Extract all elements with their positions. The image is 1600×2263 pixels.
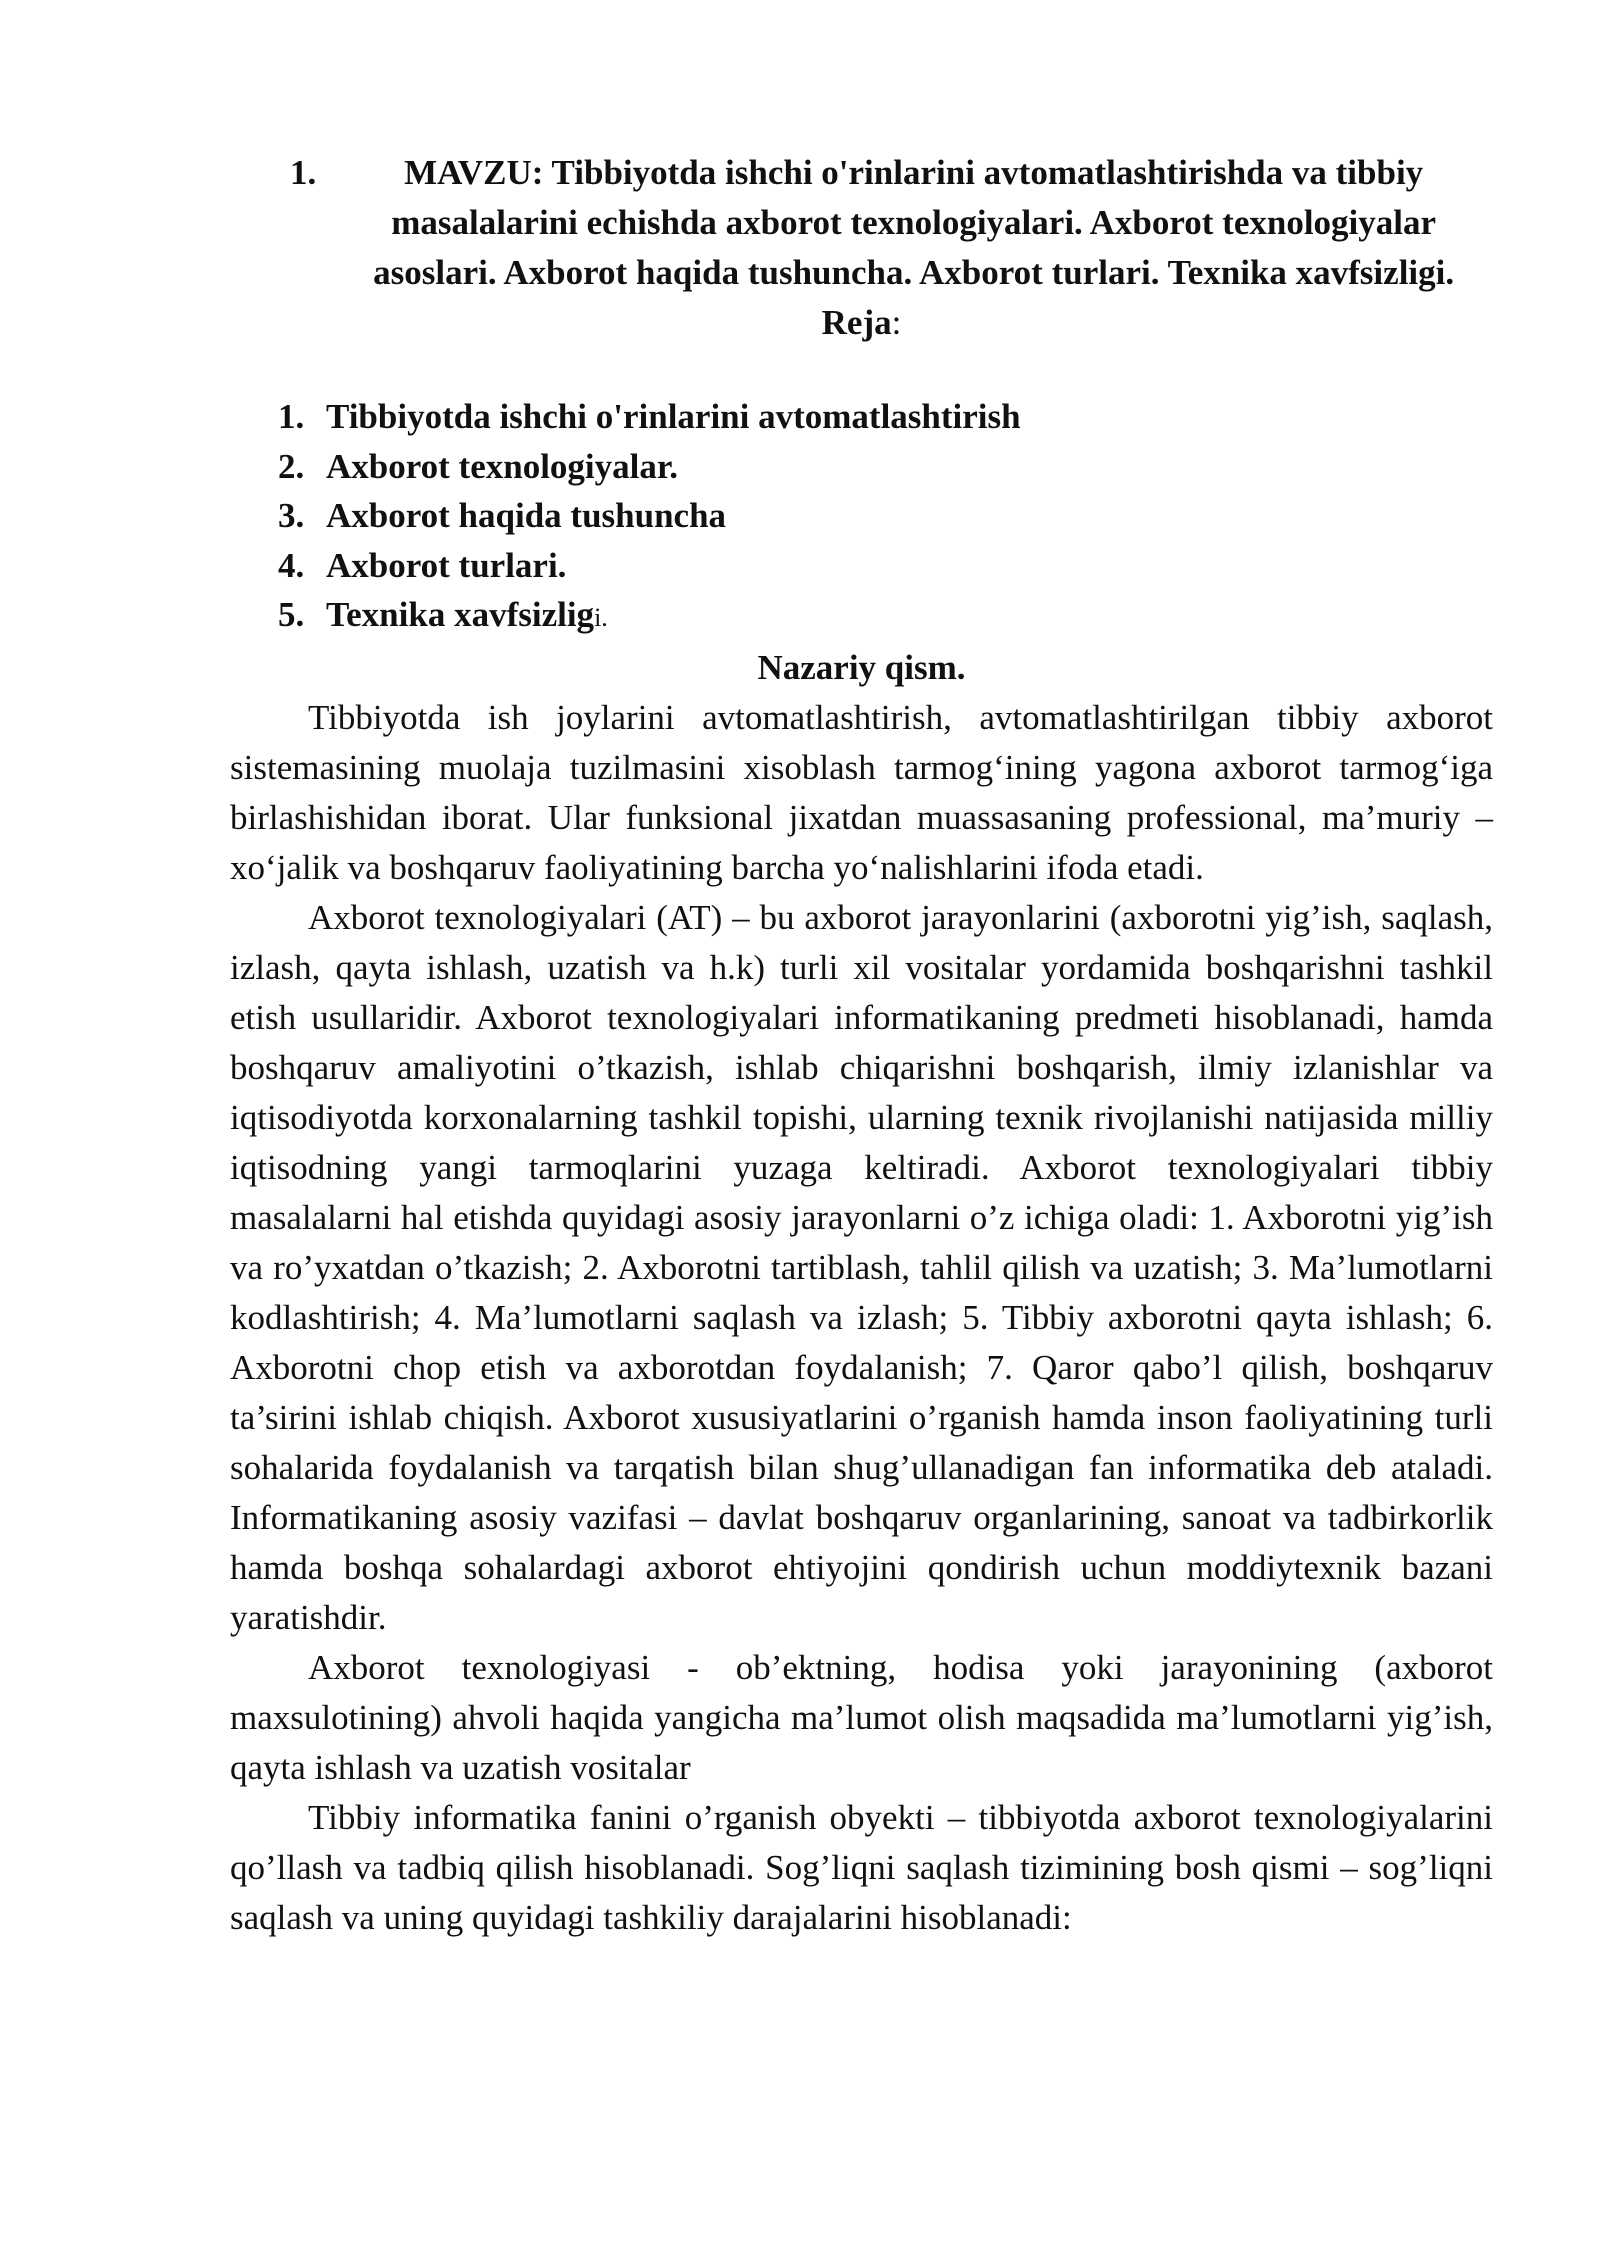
body-paragraph: Tibbiy informatika fanini o’rganish obyekti – tibbiyotda axborot texnologiyalarini qo’llash va tadbiq qilish hisoblanadi. Sog’liqni saqlash tizimining bosh qismi – sog’liqni saqlash va uning quyidagi tashkiliy darajalarini hisoblanadi: xyxy=(230,1797,1493,1937)
plan-item xyxy=(278,491,1493,541)
plan-item-text: Axborot texnologiyalar. xyxy=(326,446,678,486)
plan-list xyxy=(278,392,1493,643)
topic-title-text: MAVZU: Tibbiyotda ishchi o'rinlarini avtomatlashtirishda va tibbiy masalalarini echishda axborot texnologiyalari. Axborot texnologiyalar asoslari. Axborot haqida tushuncha. Axborot turlari. Texnika xavfsizligi. xyxy=(373,153,1455,292)
section-heading: Nazariy qism. xyxy=(757,647,966,687)
plan-item xyxy=(278,541,1493,591)
plan-item-number: 3. xyxy=(278,496,305,535)
topic-title xyxy=(290,148,1493,298)
plan-item-number: 4. xyxy=(278,545,305,585)
plan-heading-colon: : xyxy=(891,303,902,342)
plan-heading-word: Reja xyxy=(821,303,892,342)
body-paragraph: Axborot texnologiyasi - ob’ektning, hodisa yoki jarayonining (axborot maxsulotining) ahvoli haqida yangicha ma’lumot olish maqsadida ma’lumotlarni yig’ish, qayta ishlash va uzatish vositalar xyxy=(230,1647,1493,1787)
topic-number: 1. xyxy=(290,153,317,192)
plan-item-text xyxy=(326,590,608,643)
body-paragraph: Axborot texnologiyalari (AT) – bu axborot jarayonlarini (axborotni yig’ish, saqlash, izlash, qayta ishlash, uzatish va h.k) turli xil vositalar yordamida boshqarishni tashkil etish usullaridir. Axborot texnologiyalari informatikaning predmeti hisoblanadi, hamda boshqaruv amaliyotini o’tkazish, ishlab chiqarishni boshqarish, ilmiy izlanishlar va iqtisodiyotda korxonalarning tashkil topishi, ularning texnik rivojlanishi natijasida milliy iqtisodning yangi tarmoqlarini yuzaga keltiradi. Axborot texnologiyalari tibbiy masalalarni hal etishda quyidagi asosiy jarayonlarni o’z ichiga oladi: 1. Axborotni yig’ish va ro’yxatdan o’tkazish; 2. Axborotni tartiblash, tahlil qilish va uzatish; 3. Ma’lumotlarni kodlashtirish; 4. Ma’lumotlarni saqlash va izlash; 5. Tibbiy axborotni qayta ishlash; 6. Axborotni chop etish va axborotdan foydalanish; 7. Qaror qabo’l qilish, boshqaruv ta’sirini ishlab chiqish. Axborot xususiyatlarini o’rganish hamda inson faoliyatining turli sohalarida foydalanish va tarqatish bilan shug’ullanadigan fan informatika deb ataladi. Informatikaning asosiy vazifasi – davlat boshqaruv organlarining, sanoat va tadbirkorlik hamda boshqa sohalardagi axborot ehtiyojini qondirish uchun moddiytexnik bazani yaratishdir. xyxy=(230,897,1493,1637)
plan-heading xyxy=(230,298,1493,348)
body-paragraph: Tibbiyotda ish joylarini avtomatlashtirish, avtomatlashtirilgan tibbiy axborot sistemasining muolaja tuzilmasini xisoblash tarmog‘ining yagona axborot tarmog‘iga birlashishidan iborat. Ular funksional jixatdan muassasaning professional, ma’muriy – xo‘jalik va boshqaruv faoliyatining barcha yo‘nalishlarini ifoda etadi. xyxy=(230,697,1493,887)
document-page xyxy=(230,148,1493,1943)
plan-item-text-tail: i. xyxy=(594,603,608,632)
plan-item xyxy=(278,590,1493,643)
plan-item-text: Tibbiyotda ishchi o'rinlarini avtomatlashtirish xyxy=(326,397,1021,436)
plan-item xyxy=(278,442,1493,492)
plan-item-number: 2. xyxy=(278,446,305,486)
plan-item xyxy=(278,392,1493,442)
plan-item-number: 1. xyxy=(278,397,305,436)
plan-item-number: 5. xyxy=(278,595,305,634)
plan-item-text-main: Texnika xavfsizlig xyxy=(326,595,595,634)
plan-item-text: Axborot turlari. xyxy=(326,545,567,585)
plan-item-text: Axborot haqida tushuncha xyxy=(326,496,727,535)
